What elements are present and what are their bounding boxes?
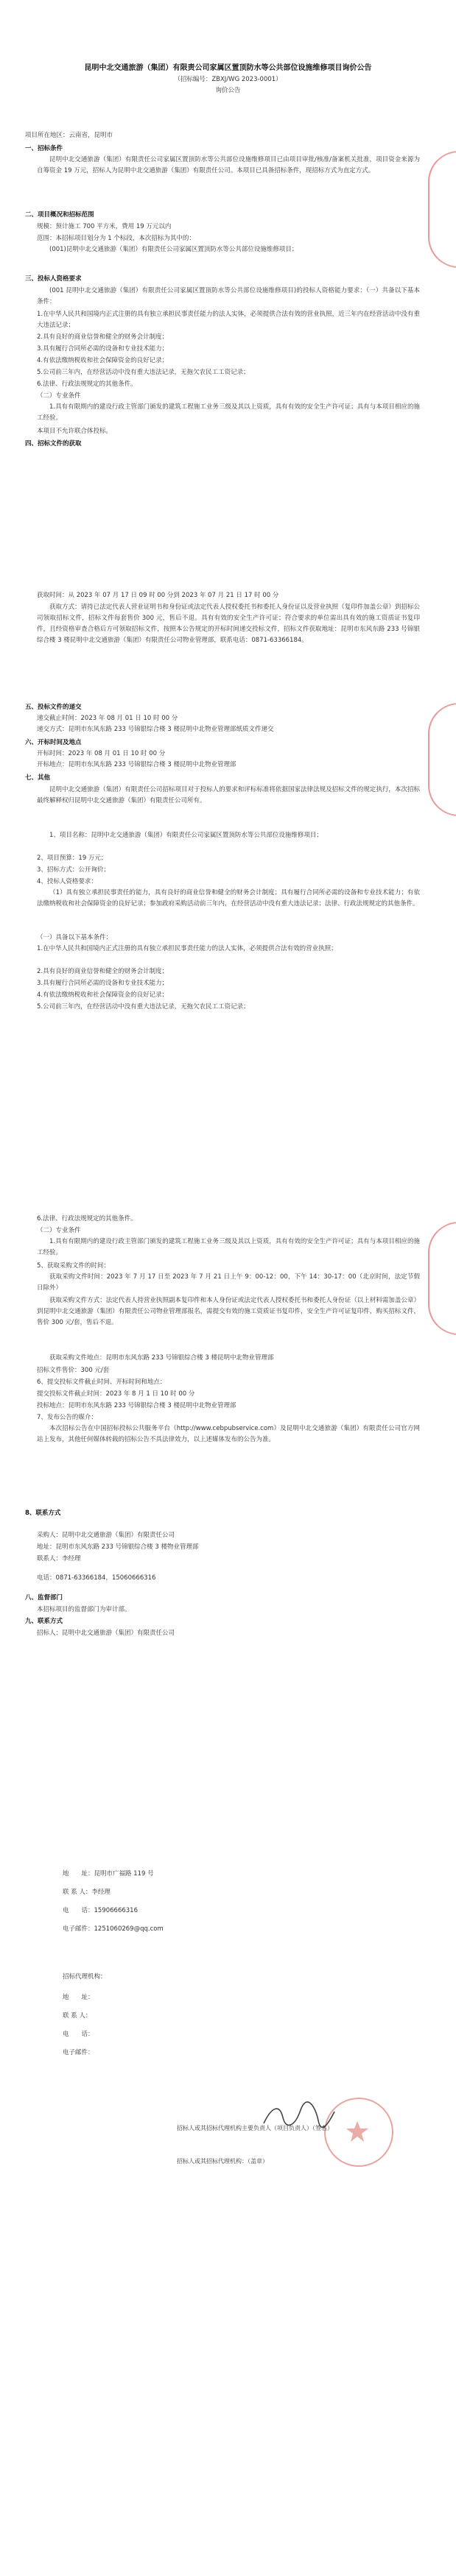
budget-line: 2、项目预算：19 万元； <box>37 854 108 862</box>
open-time: 开标时间：2023 年 08 月 01 日 10 时 00 分 <box>37 750 166 757</box>
seal-stamp-edge <box>428 1222 456 1335</box>
tenderer-contact: 联 系 人：李经理 <box>63 1889 111 1896</box>
agent-address: 地 址： <box>63 1994 94 2001</box>
qual-item: 2.具有良好的商业信誉和健全的财务会计制度； <box>37 333 169 341</box>
dept-body: 本招标项目的监督部门为审计部。 <box>37 1606 131 1613</box>
consortium-line: 本项目不允许联合体投标。 <box>37 428 113 435</box>
sub-heading: （二）专业条件 <box>37 1227 81 1234</box>
sub-heading: （一）具备以下基本条件： <box>37 934 113 941</box>
qual-item: 1.在中华人民共和国境内正式注册的具有独立承担民事责任能力的法人实体，必须提供合法有效的营业执照，近三年内在经营活动中没有重大违法记录； <box>37 311 420 329</box>
qual-item: 2.具有良好的商业信誉和健全的财务会计制度； <box>37 968 169 975</box>
get-time: 获取采购文件时间：2023 年 7 月 17 日至 2023 年 7 月 21 日上午 9：00-12：00，下午 14：30-17：00（北京时间，法定节假日除外） <box>37 1273 420 1292</box>
section-heading: 四、招标文件的获取 <box>25 440 82 447</box>
get-place: 获取采购文件地点：昆明市东风东路 233 号锦银综合楼 3 楼昆明中北物业管理部 <box>49 1354 274 1362</box>
scale-line: 规模：预计施工 700 平方米，费用 19 万元以内 <box>37 223 172 230</box>
section-body: 1.具有有限期内的建设行政主管部门颁发的建筑工程施工业务三级及其以上资质，具有有效的安全生产许可证；具有与本项目相应的施工经验。 <box>37 1238 420 1256</box>
qual-item: 5.公司前三年内，在经营活动中没有重大违法记录，无拖欠农民工工资记录； <box>37 369 250 376</box>
submit-place: 投标地点：昆明市东风东路 233 号锦银综合楼 3 楼昆明中北物业管理部 <box>37 1402 236 1409</box>
seal-stamp-edge <box>428 151 456 268</box>
get-method: 获取方式：请持已法定代表人营业证明书和身份证或法定代表人授权委托书和委托人身份证以及营业执照（复印件加盖公章）到招标公司领取招标文件，招标文件每套售价 300 元，售后不退。具有有效的安全生产许可证；符合要求的单位需出具有效的施工资质证书复印件，且经资格审查合格后方可领取招标文件，按照本公告规定的开标时间递交投标文件，招标文件获取地址：昆明市东风东路 233 号锦银综合楼 3 楼昆明中北交通旅游（集团）有限责任公司物业管理部，联系电话：0871-63366184。 <box>37 604 420 644</box>
section-heading: 九、联系方式 <box>25 1618 63 1625</box>
sign-line-1: 招标人或其招标代理机构主要负责人（项目负责人）（签名） <box>177 2125 333 2131</box>
deadline-line: 递交截止时间：2023 年 08 月 01 日 10 时 00 分 <box>37 715 178 722</box>
qual-item: 5.公司前三年内，在经营活动中没有重大违法记录，无拖欠农民工工资记录； <box>37 1003 250 1011</box>
submit-heading: 6、提交投标文件截止时间、开标时间和地点： <box>37 1379 166 1386</box>
location-line: 项目所在地区：云南省，昆明市 <box>25 132 113 139</box>
section-heading: 一、招标条件 <box>25 145 63 152</box>
qual-heading: 4、投标人资格要求： <box>37 878 97 885</box>
buyer-contact: 联系人：李经理 <box>37 1555 81 1563</box>
get-time: 获取时间：从 2023 年 07 月 17 日 09 时 00 分到 2023 年 07 月 21 日 17 时 00 分 <box>37 592 279 599</box>
section-heading: 八、监督部门 <box>25 1594 63 1602</box>
tenderer-line: 招标人：昆明中北交通旅游（集团）有限责任公司 <box>37 1630 175 1637</box>
tenderer-email: 电子邮件：1251060269@qq.com <box>63 1925 164 1933</box>
lot-line: (001)昆明中北交通旅游（集团）有限责任公司家属区置顶防水等公共部位设施维修项目； <box>49 246 298 253</box>
sub-heading: （二）专业条件 <box>37 392 81 400</box>
section-body: 昆明中北交通旅游（集团）有限责任公司家属区置顶防水等公共部位设施维修项目已由项目审批/核准/备案机关批准，项目资金来源为自筹资金 19 万元，招标人为昆明中北交通旅游（集团）有限责任公司。本项目已具备招标条件，现招标方式为直定方式。 <box>37 156 420 174</box>
section-heading: 五、投标文件的递交 <box>25 704 82 711</box>
qual-item: 6.法律、行政法规规定的其他条件。 <box>37 381 137 388</box>
buyer-address: 地址：昆明市东风东路 233 号锦银综合楼 3 楼物业管理部 <box>37 1543 199 1551</box>
sign-line-2: 招标人或其招标代理机构：（盖章） <box>177 2158 268 2165</box>
qual-item: 3.具有履行合同所必需的设备和专业技术能力； <box>37 345 169 353</box>
publish-body: 本次招标公告在中国招标投标公共服务平台（http://www.cebpubservice.com）及昆明中北交通旅游（集团）有限责任公司官方网站上发布，其他任何媒体转载的招标公告不具法律效力，以上述媒体发布的公告为准。 <box>37 1425 420 1443</box>
tenderer-phone: 电 话：15906666316 <box>63 1907 138 1914</box>
section-heading: 8、联系方式 <box>25 1510 61 1517</box>
publish-heading: 7、发布公告的媒介： <box>37 1414 97 1421</box>
qual-item: 3.具有履行合同所必需的设备和专业技术能力； <box>37 980 169 987</box>
submit-time: 提交投标文件截止时间：2023 年 8 月 1 日 10 时 00 分 <box>37 1390 195 1398</box>
open-place: 开标地点：昆明市东风东路 233 号锦银综合楼 3 楼昆明中北物业管理部 <box>37 761 236 768</box>
method-line: 3、招标方式：公开询价； <box>37 866 110 874</box>
qual-body: （1）具有独立承担民事责任的能力，具有良好的商业信誉和健全的财务会计制度；具有履行合同所必需的设备和专业技术能力；有依法缴纳税收和社会保障资金的良好记录；参加政府采购活动前三年内，在经营活动中没有重大违法记录；法律、行政法规规定的其他条件。 <box>37 889 420 907</box>
qual-item: 1.在中华人民共和国境内正式注册的具有独立承担民事责任能力的法人实体，必须提供合法有效的营业执照； <box>37 945 337 952</box>
get-method: 获取采购文件方式：法定代表人持营业执照副本复印件和本人身份证或法定代表人授权委托书和委托人身份证（以上材料需加盖公章）到昆明中北交通旅游（集团）有限责任公司物业管理部报名，需提交有效的施工资质证书复印件，安全生产许可证复印件，购买招标文件，售价 300 元/套，售后不退。 <box>37 1297 420 1326</box>
qual-item: 4.有依法缴纳税收和社会保障资金的良好记录； <box>37 357 169 364</box>
section-body: (001 昆明中北交通旅游（集团）有限责任公司家属区置顶防水等公共部位设施维修项目)的投标人资格能力要求：（一）共备以下基本条件： <box>37 287 420 305</box>
price-line: 招标文件售价：300 元/套 <box>37 1367 110 1374</box>
section-body: 昆明中北交通旅游（集团）有限责任公司招标项目对于投标人的要求和评标标准将依据国家法律法规及招标文件的规定执行，本次招标最终解释权归昆明中北交通旅游（集团）有限责任公司所有。 <box>37 786 420 804</box>
section-heading: 六、开标时间及地点 <box>25 739 82 746</box>
tenderer-address: 地 址：昆明市广福路 119 号 <box>63 1870 154 1878</box>
doc-title: 昆明中北交通旅游（集团）有限责公司家属区置顶防水等公共部位设施维修项目询价公告 <box>84 64 372 72</box>
agent-label: 招标代理机构： <box>63 1973 107 1981</box>
section-heading: 三、投标人资格要求 <box>25 275 82 283</box>
section-body: 1.具有有限期内的建设行政主管部门颁发的建筑工程施工业务三级及其以上资质，具有有效的安全生产许可证；具有与本项目相应的施工经验。 <box>37 403 420 422</box>
section-heading: 七、其他 <box>25 774 51 782</box>
qual-item: 4.有依法缴纳税收和社会保障资金的良好记录； <box>37 991 169 999</box>
seal-stamp-edge <box>428 703 456 816</box>
submit-address: 递交方式：昆明市东风东路 233 号锦银综合楼 3 楼昆明中北物业管理部纸质文件递交 <box>37 726 274 733</box>
agent-phone: 电 话： <box>63 2031 94 2038</box>
doc-subtitle: 询价公告 <box>215 87 241 94</box>
qual-item: 6.法律、行政法规规定的其他条件。 <box>37 1215 137 1222</box>
agent-email: 电子邮件： <box>63 2049 94 2056</box>
buyer-phone: 电话：0871-63366184，15060666316 <box>37 1574 156 1582</box>
get-heading: 5、获取采购文件的时间： <box>37 1262 110 1270</box>
section-heading: 二、项目概况和招标范围 <box>25 211 94 219</box>
doc-number: （招标编号：ZBXJ/WG 2023-0001） <box>174 76 282 83</box>
project-name-line: 1、项目名称：昆明中北交通旅游（集团）有限责任公司家属区置顶防水等公共部位设施维修项目； <box>49 832 323 839</box>
scope-line: 范围：本招标项目划分为 1 个标段，本次招标为其中的： <box>37 235 195 242</box>
agent-contact: 联 系 人： <box>63 2012 92 2020</box>
buyer-line: 采购人：昆明中北交通旅游（集团）有限责任公司 <box>37 1532 175 1539</box>
